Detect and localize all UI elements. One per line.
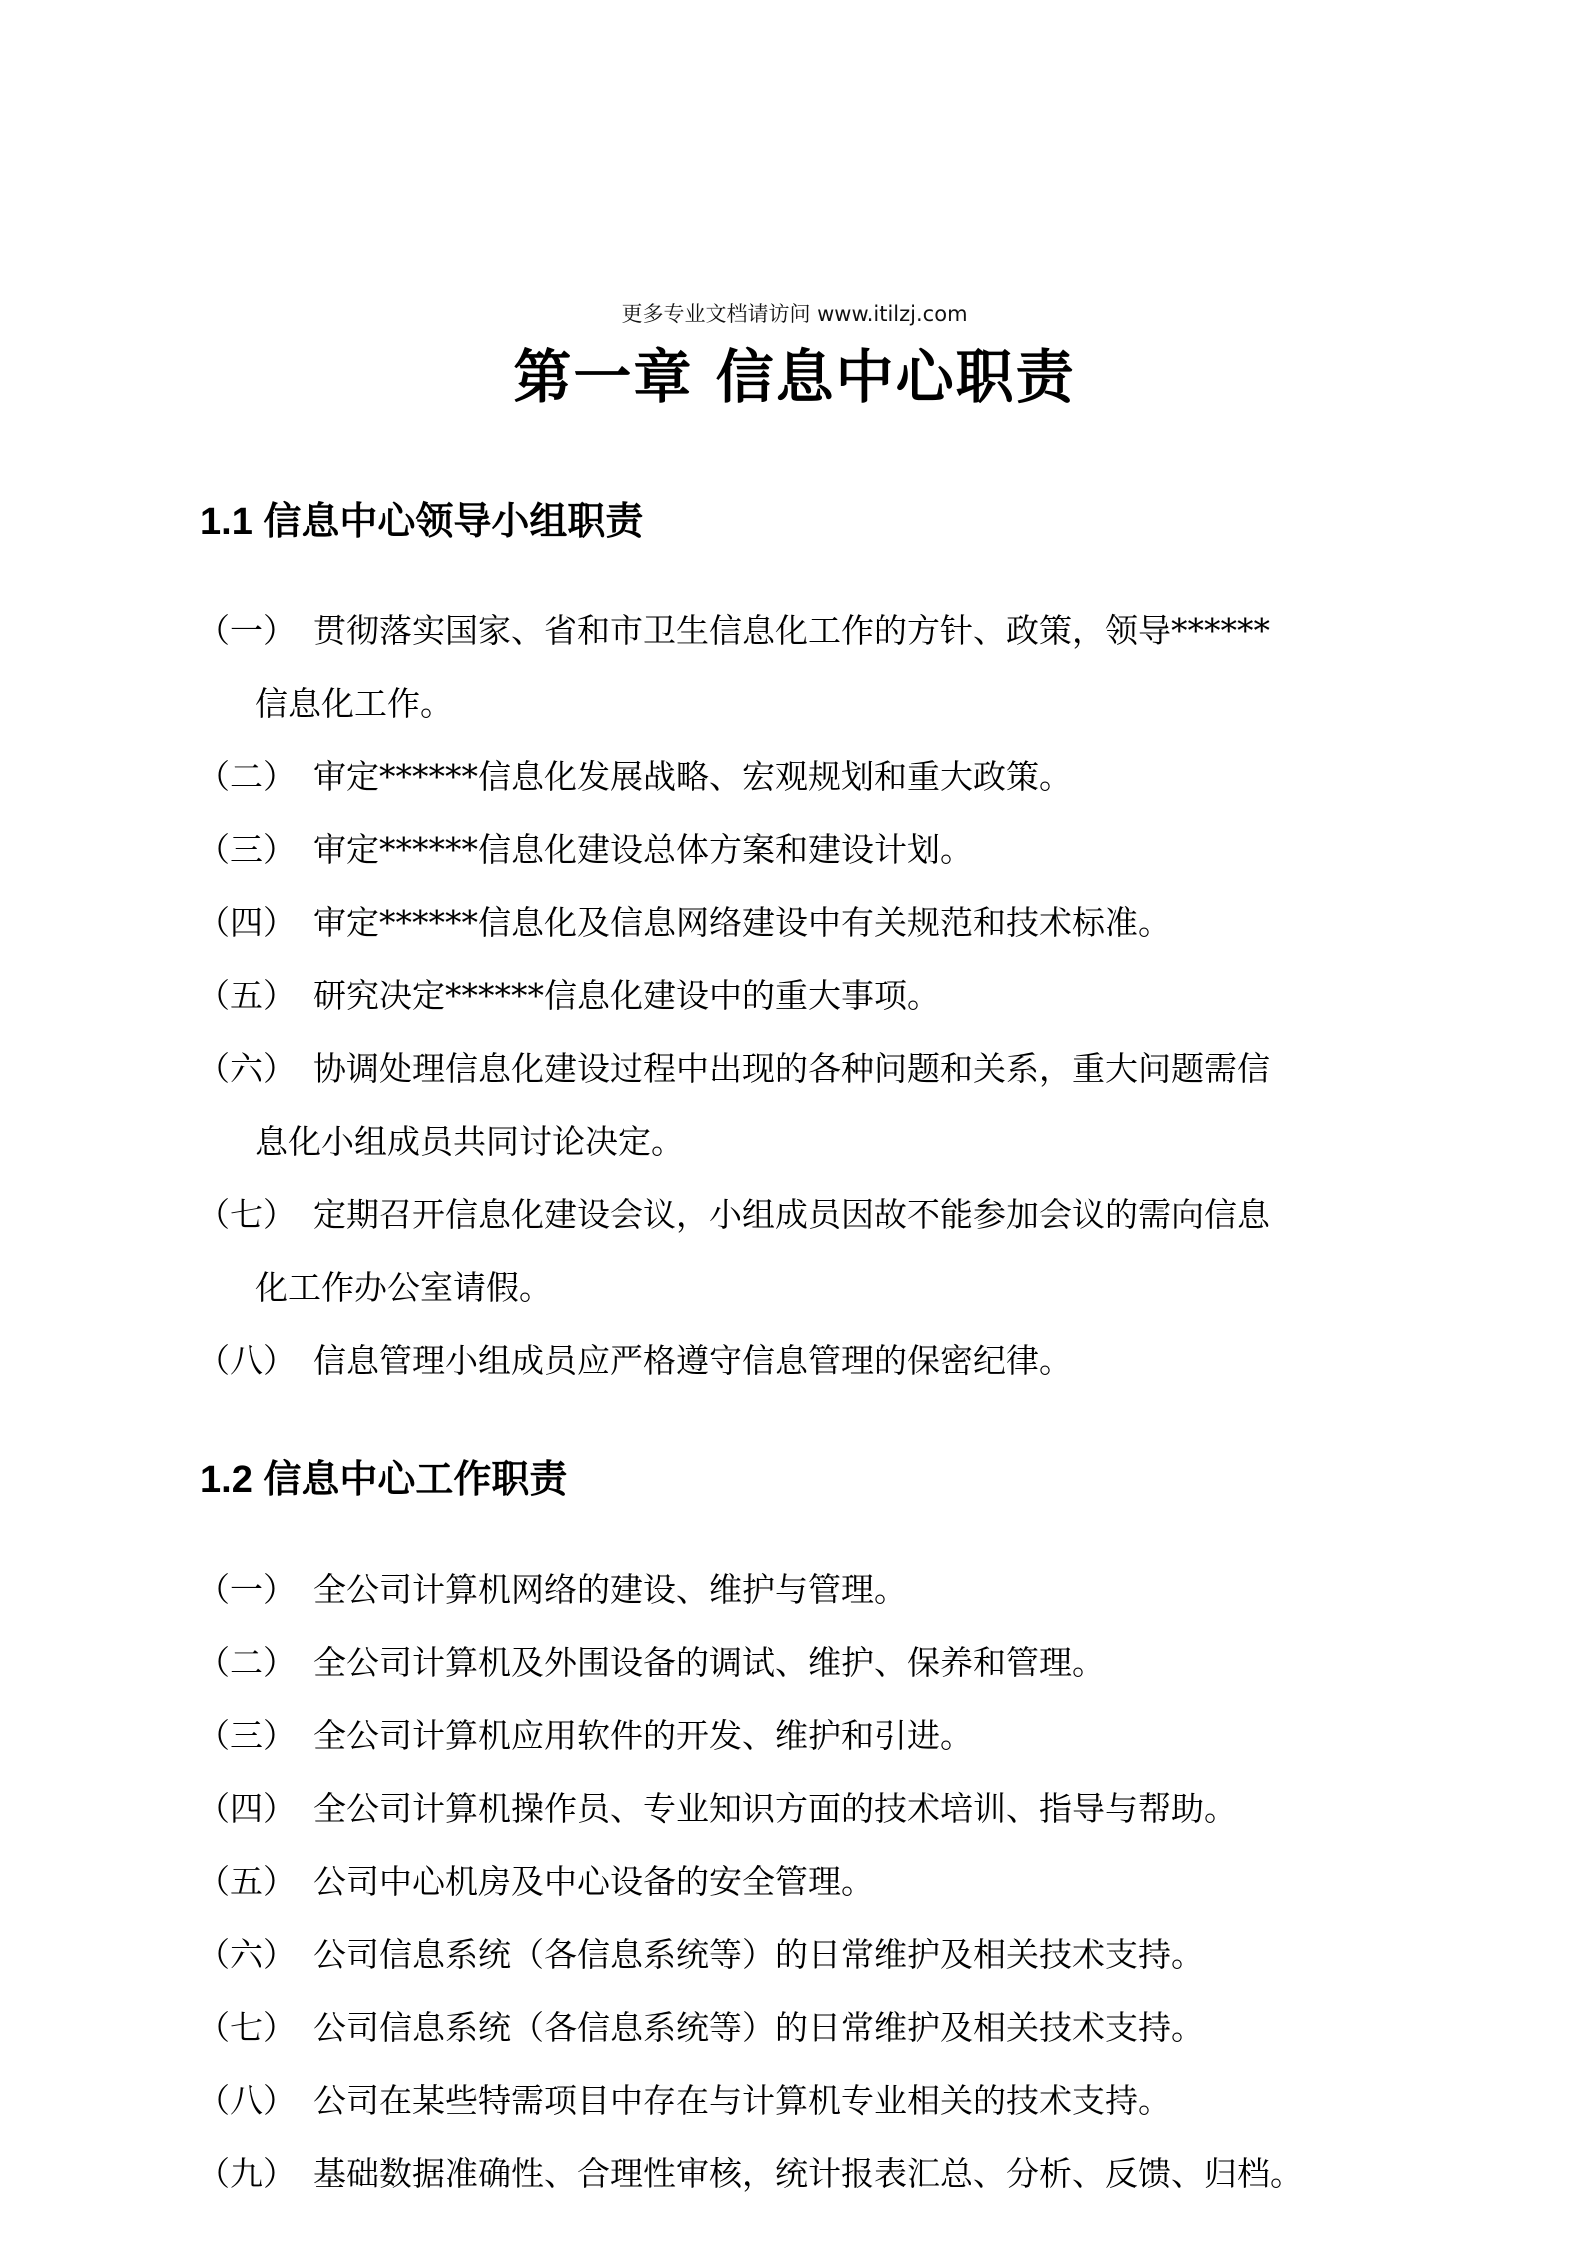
chapter-title: 第一章 信息中心职责: [513, 343, 1076, 411]
list-item: [197, 1044, 1270, 1094]
item-text: 公司中心机房及中心设备的安全管理。: [313, 1862, 874, 1901]
item-text: 全公司计算机及外围设备的调试、维护、保养和管理。: [313, 1643, 1105, 1682]
item-number: （一）: [197, 611, 296, 650]
item-number: （六）: [197, 1935, 296, 1974]
item-number: （二）: [197, 1643, 296, 1682]
item-number: （一）: [197, 1570, 296, 1609]
item-text: 审定******信息化建设总体方案和建设计划。: [313, 830, 973, 869]
item-number: （三）: [197, 1716, 296, 1755]
item-number: （七）: [197, 2008, 296, 2047]
item-text: 定期召开信息化建设会议，小组成员因故不能参加会议的需向信息: [313, 1195, 1270, 1234]
list-item: [197, 2149, 1303, 2199]
item-text: 贯彻落实国家、省和市卫生信息化工作的方针、政策，领导******: [313, 611, 1270, 650]
list-item: [197, 825, 973, 875]
item-text: 公司信息系统（各信息系统等）的日常维护及相关技术支持。: [313, 1935, 1204, 1974]
item-continuation: 息化小组成员共同讨论决定。: [255, 1122, 684, 1161]
item-text: 审定******信息化发展战略、宏观规划和重大政策。: [313, 757, 1072, 796]
list-item: [197, 1857, 874, 1907]
item-number: （八）: [197, 1341, 296, 1380]
item-text: 基础数据准确性、合理性审核，统计报表汇总、分析、反馈、归档。: [313, 2154, 1303, 2193]
list-item: [197, 1711, 973, 1761]
item-number: （二）: [197, 757, 296, 796]
item-number: （六）: [197, 1049, 296, 1088]
item-text: 全公司计算机应用软件的开发、维护和引进。: [313, 1716, 973, 1755]
item-number: （四）: [197, 903, 296, 942]
list-item: [197, 971, 940, 1021]
item-text: 研究决定******信息化建设中的重大事项。: [313, 976, 940, 1015]
item-text: 公司在某些特需项目中存在与计算机专业相关的技术支持。: [313, 2081, 1171, 2120]
item-continuation: 信息化工作。: [255, 684, 453, 723]
list-item: [197, 1190, 1270, 1240]
list-item: [197, 1638, 1105, 1688]
item-text: 公司信息系统（各信息系统等）的日常维护及相关技术支持。: [313, 2008, 1204, 2047]
item-text: 全公司计算机操作员、专业知识方面的技术培训、指导与帮助。: [313, 1789, 1237, 1828]
list-item: [197, 1784, 1237, 1834]
item-text: 全公司计算机网络的建设、维护与管理。: [313, 1570, 907, 1609]
list-item: [197, 1930, 1204, 1980]
list-item: [197, 1336, 1072, 1386]
item-text: 协调处理信息化建设过程中出现的各种问题和关系，重大问题需信: [313, 1049, 1270, 1088]
list-item: [197, 752, 1072, 802]
item-number: （五）: [197, 976, 296, 1015]
item-continuation: 化工作办公室请假。: [255, 1268, 552, 1307]
item-number: （三）: [197, 830, 296, 869]
item-text: 信息管理小组成员应严格遵守信息管理的保密纪律。: [313, 1341, 1072, 1380]
item-number: （四）: [197, 1789, 296, 1828]
list-item: [197, 898, 1171, 948]
list-item: [197, 1565, 907, 1615]
section-heading-1-2: 1.2 信息中心工作职责: [200, 1459, 568, 1501]
item-number: （五）: [197, 1862, 296, 1901]
section-heading-1-1: 1.1 信息中心领导小组职责: [200, 501, 644, 543]
list-item: [197, 606, 1270, 656]
item-text: 审定******信息化及信息网络建设中有关规范和技术标准。: [313, 903, 1171, 942]
watermark-text: 更多专业文档请访问 www.itilzj.com: [621, 302, 968, 326]
item-number: （八）: [197, 2081, 296, 2120]
item-number: （七）: [197, 1195, 296, 1234]
list-item: [197, 2003, 1204, 2053]
item-number: （九）: [197, 2154, 296, 2193]
list-item: [197, 2076, 1171, 2126]
